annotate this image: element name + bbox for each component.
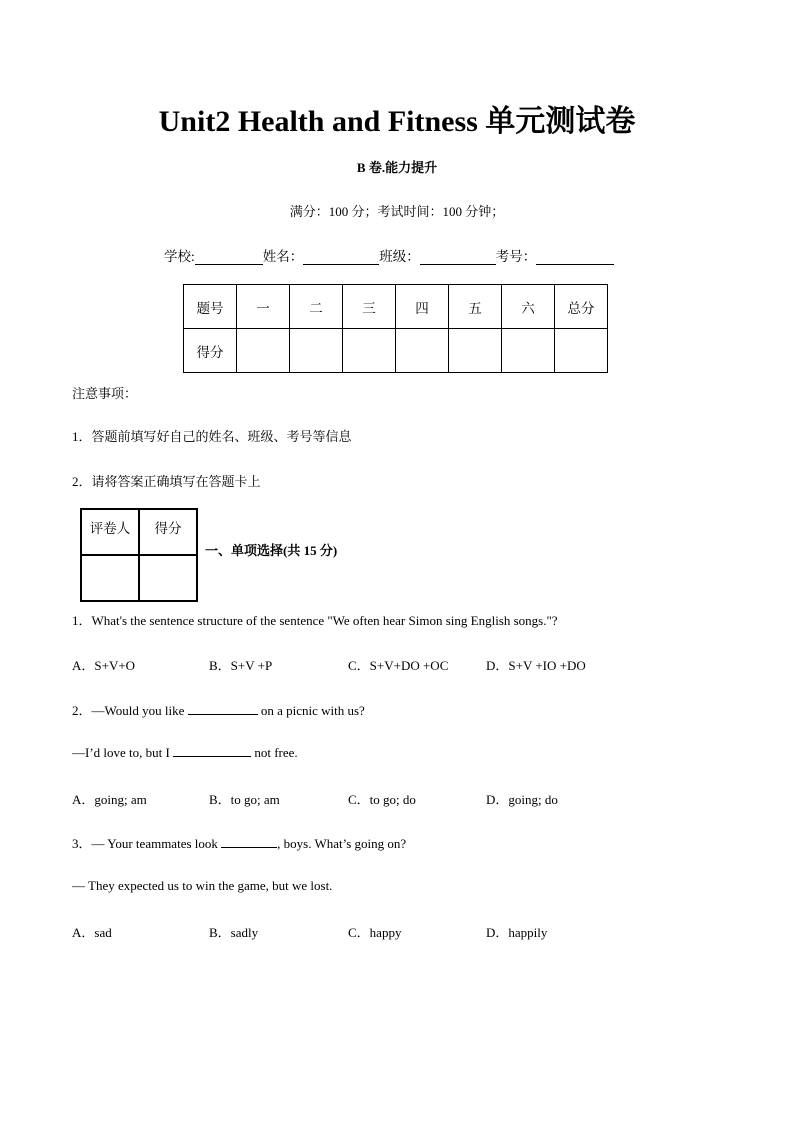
score-header-cell: 五 [449,285,502,329]
option-d[interactable]: D．happily [486,925,548,940]
school-blank[interactable] [195,250,263,265]
option-c[interactable]: C．to go; do [348,792,416,807]
question-response: — They expected us to win the game, but we lost. [72,878,333,893]
question-response: —I’d love to, but I not free. [72,745,298,760]
name-blank[interactable] [303,250,379,265]
section-heading: 一、单项选择(共 15 分) [205,543,338,558]
option-b[interactable]: B．S+V +P [209,658,273,673]
exam-meta: 满分：100 分；考试时间：100 分钟； [289,204,505,219]
student-info-line [164,245,614,265]
question-stem: 3．— Your teammates look , boys. What’s going on? [72,836,407,851]
score-cell[interactable] [502,329,555,373]
note-item: 1．答题前填写好自己的姓名、班级、考号等信息 [72,429,352,444]
answer-blank[interactable] [221,835,277,848]
score-cell[interactable] [237,329,290,373]
score-table-header-row [184,285,608,329]
grader-score-label: 得分 [139,509,197,555]
page-title: Unit2 Health and Fitness 单元测试卷 [158,105,636,138]
score-cell[interactable] [555,329,608,373]
notes-heading: 注意事项： [72,386,138,401]
option-c[interactable]: C．S+V+DO +OC [348,658,449,673]
note-item: 2．请将答案正确填写在答题卡上 [72,474,261,489]
option-d[interactable]: D．going; do [486,792,558,807]
grader-table [80,508,198,602]
score-row-label: 得分 [184,329,237,373]
score-cell[interactable] [343,329,396,373]
option-b[interactable]: B．sadly [209,925,259,940]
score-header-cell: 四 [396,285,449,329]
score-header-cell: 总分 [555,285,608,329]
score-table-score-row [184,329,608,373]
grader-score-cell[interactable] [139,555,197,601]
score-cell[interactable] [290,329,343,373]
score-header-cell: 六 [502,285,555,329]
option-c[interactable]: C．happy [348,925,402,940]
answer-blank[interactable] [188,702,258,715]
class-label: 班级： [379,249,420,264]
question-stem: 1．What's the sentence structure of the sentence "We often hear Simon sing English songs."? [72,613,558,628]
class-blank[interactable] [420,250,496,265]
score-header-cell: 二 [290,285,343,329]
score-table [183,284,608,373]
exam-no-blank[interactable] [536,250,614,265]
grader-reviewer-label: 评卷人 [81,509,139,555]
exam-no-label: 考号： [495,249,537,264]
score-header-cell: 题号 [184,285,237,329]
school-label: 学校: [164,249,195,264]
question-stem: 2．—Would you like on a picnic with us? [72,703,365,718]
score-cell[interactable] [396,329,449,373]
name-label: 姓名： [262,249,304,264]
option-d[interactable]: D．S+V +IO +DO [486,658,586,673]
score-header-cell: 三 [343,285,396,329]
option-a[interactable]: A．S+V+O [72,658,136,673]
score-cell[interactable] [449,329,502,373]
answer-blank[interactable] [173,744,251,757]
option-b[interactable]: B．to go; am [209,792,280,807]
option-a[interactable]: A．going; am [72,792,147,807]
score-header-cell: 一 [237,285,290,329]
page-subtitle: B 卷.能力提升 [356,160,438,175]
option-a[interactable]: A．sad [72,925,112,940]
grader-reviewer-cell[interactable] [81,555,139,601]
